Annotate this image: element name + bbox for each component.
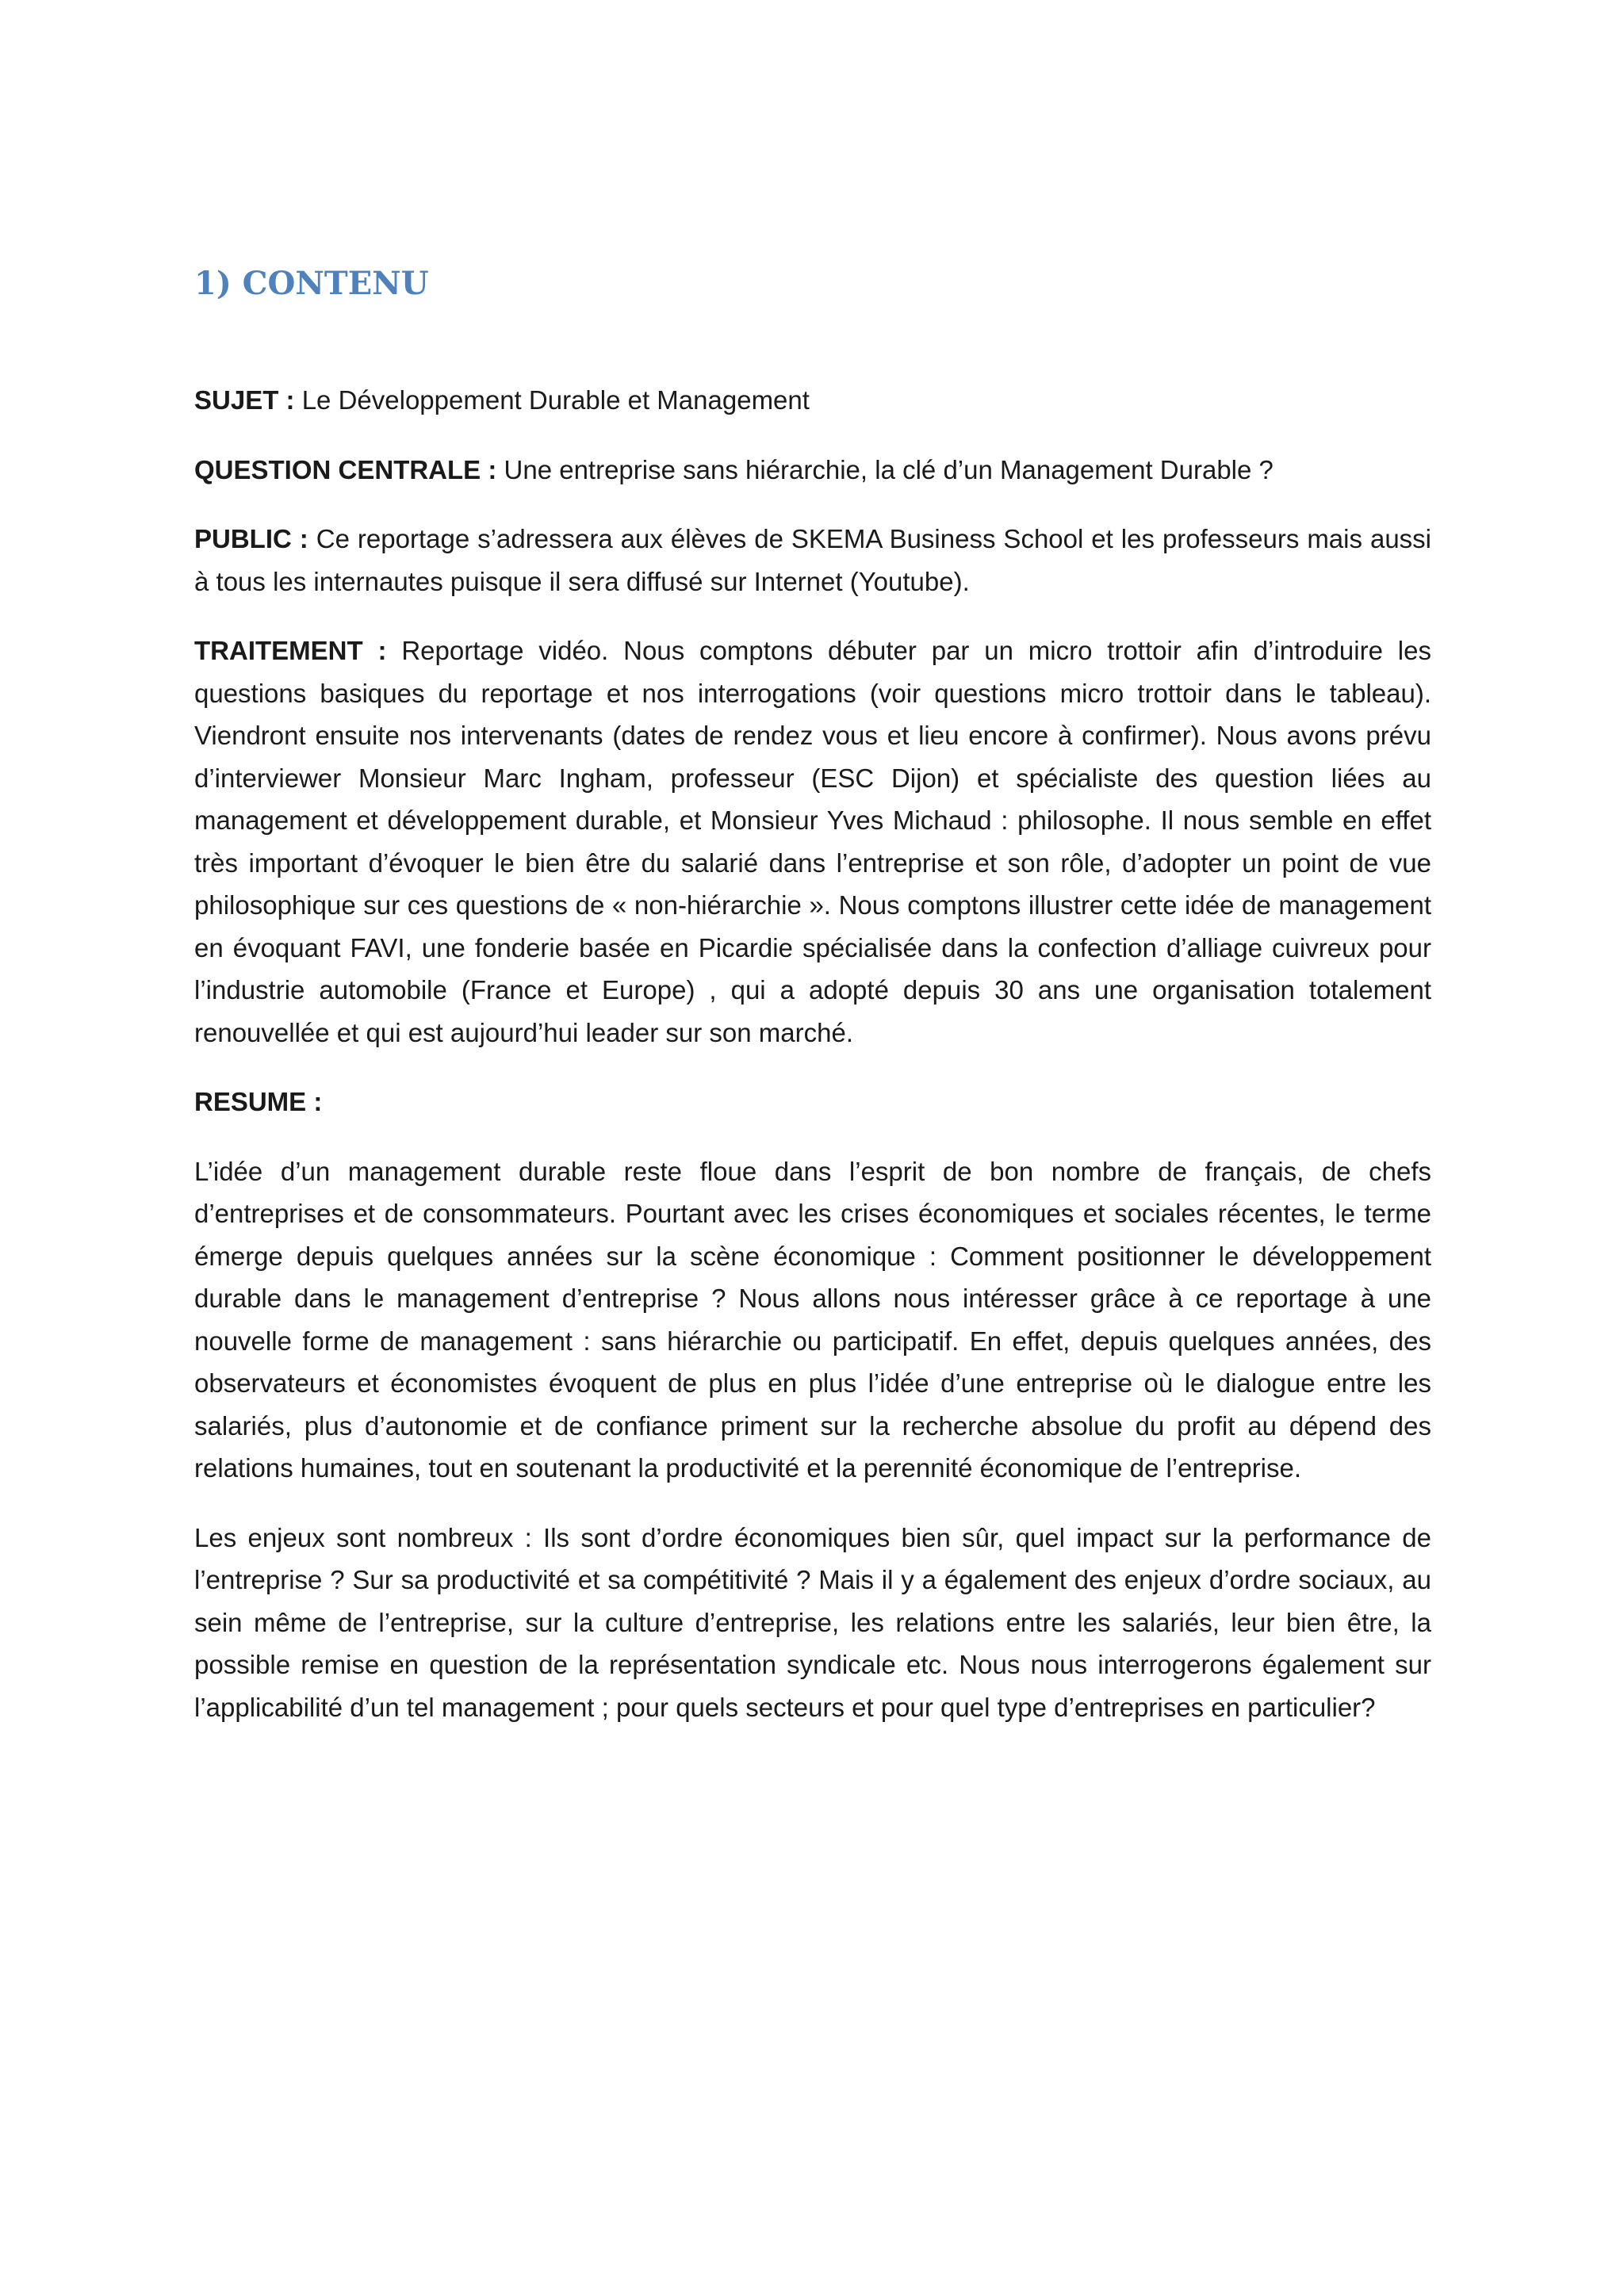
- resume-heading: [194, 1081, 1431, 1123]
- question-paragraph: [194, 449, 1431, 492]
- document-body: [194, 379, 1431, 1755]
- sujet-text: Le Développement Durable et Management: [294, 385, 810, 415]
- section-heading: 1) CONTENU: [194, 265, 429, 302]
- traitement-paragraph: [194, 629, 1431, 1054]
- traitement-label: TRAITEMENT :: [194, 636, 387, 665]
- resume-paragraph-1: L’idée d’un management durable reste floue dans l’esprit de bon nombre de français, de chefs d’entreprises et de consommateurs. Pourtant avec les crises économiques et sociales récentes, le terme émerge depuis quelques années sur la scène économique : Comment positionner le développement durable dans le management d’entreprise ? Nous allons nous intéresser grâce à ce reportage à une nouvelle forme de management : sans hiérarchie ou participatif. En effet, depuis quelques années, des observateurs et économistes évoquent de plus en plus l’idée d’une entreprise où le dialogue entre les salariés, plus d’autonomie et de confiance priment sur la recherche absolue du profit au dépend des relations humaines, tout en soutenant la productivité et la perennité économique de l’entreprise.: [194, 1156, 1431, 1483]
- resume-label: RESUME :: [194, 1087, 323, 1116]
- traitement-text: Reportage vidéo. Nous comptons débuter par un micro trottoir afin d’introduire les questions basiques du reportage et nos interrogations (voir questions micro trottoir dans le tableau). Viendront ensuite nos intervenants (dates de rendez vous et lieu encore à confirmer). Nous avons prévu d’interviewer Monsieur Marc Ingham, professeur (ESC Dijon) et spécialiste des question liées au management et développement durable, et Monsieur Yves Michaud : philosophe. Il nous semble en effet très important d’évoquer le bien être du salarié dans l’entreprise et son rôle, d’adopter un point de vue philosophique sur ces questions de « non-hiérarchie ». Nous comptons illustrer cette idée de management en évoquant FAVI, une fonderie basée en Picardie spécialisée dans la confection d’alliage cuivreux pour l’industrie automobile (France et Europe) , qui a adopté depuis 30 ans une organisation totalement renouvellée et qui est aujourd’hui leader sur son marché.: [194, 636, 1431, 1047]
- public-paragraph: [194, 518, 1431, 603]
- question-text: Une entreprise sans hiérarchie, la clé d’un Management Durable ?: [496, 454, 1274, 484]
- question-label: QUESTION CENTRALE :: [194, 454, 497, 484]
- resume-paragraph-2: Les enjeux sont nombreux : Ils sont d’ordre économiques bien sûr, quel impact sur la performance de l’entreprise ? Sur sa productivité et sa compétitivité ? Mais il y a également des enjeux d’ordre sociaux, au sein même de l’entreprise, sur la culture d’entreprise, les relations entre les salariés, leur bien être, la possible remise en question de la représentation syndicale etc. Nous nous interrogerons également sur l’applicabilité d’un tel management ; pour quels secteurs et pour quel type d’entreprises en particulier?: [194, 1522, 1431, 1722]
- public-text: Ce reportage s’adressera aux élèves de SKEMA Business School et les professeurs mais aussi à tous les internautes puisque il sera diffusé sur Internet (Youtube).: [194, 524, 1431, 596]
- sujet-label: SUJET :: [194, 385, 295, 415]
- public-label: PUBLIC :: [194, 524, 308, 553]
- sujet-paragraph: [194, 379, 1431, 422]
